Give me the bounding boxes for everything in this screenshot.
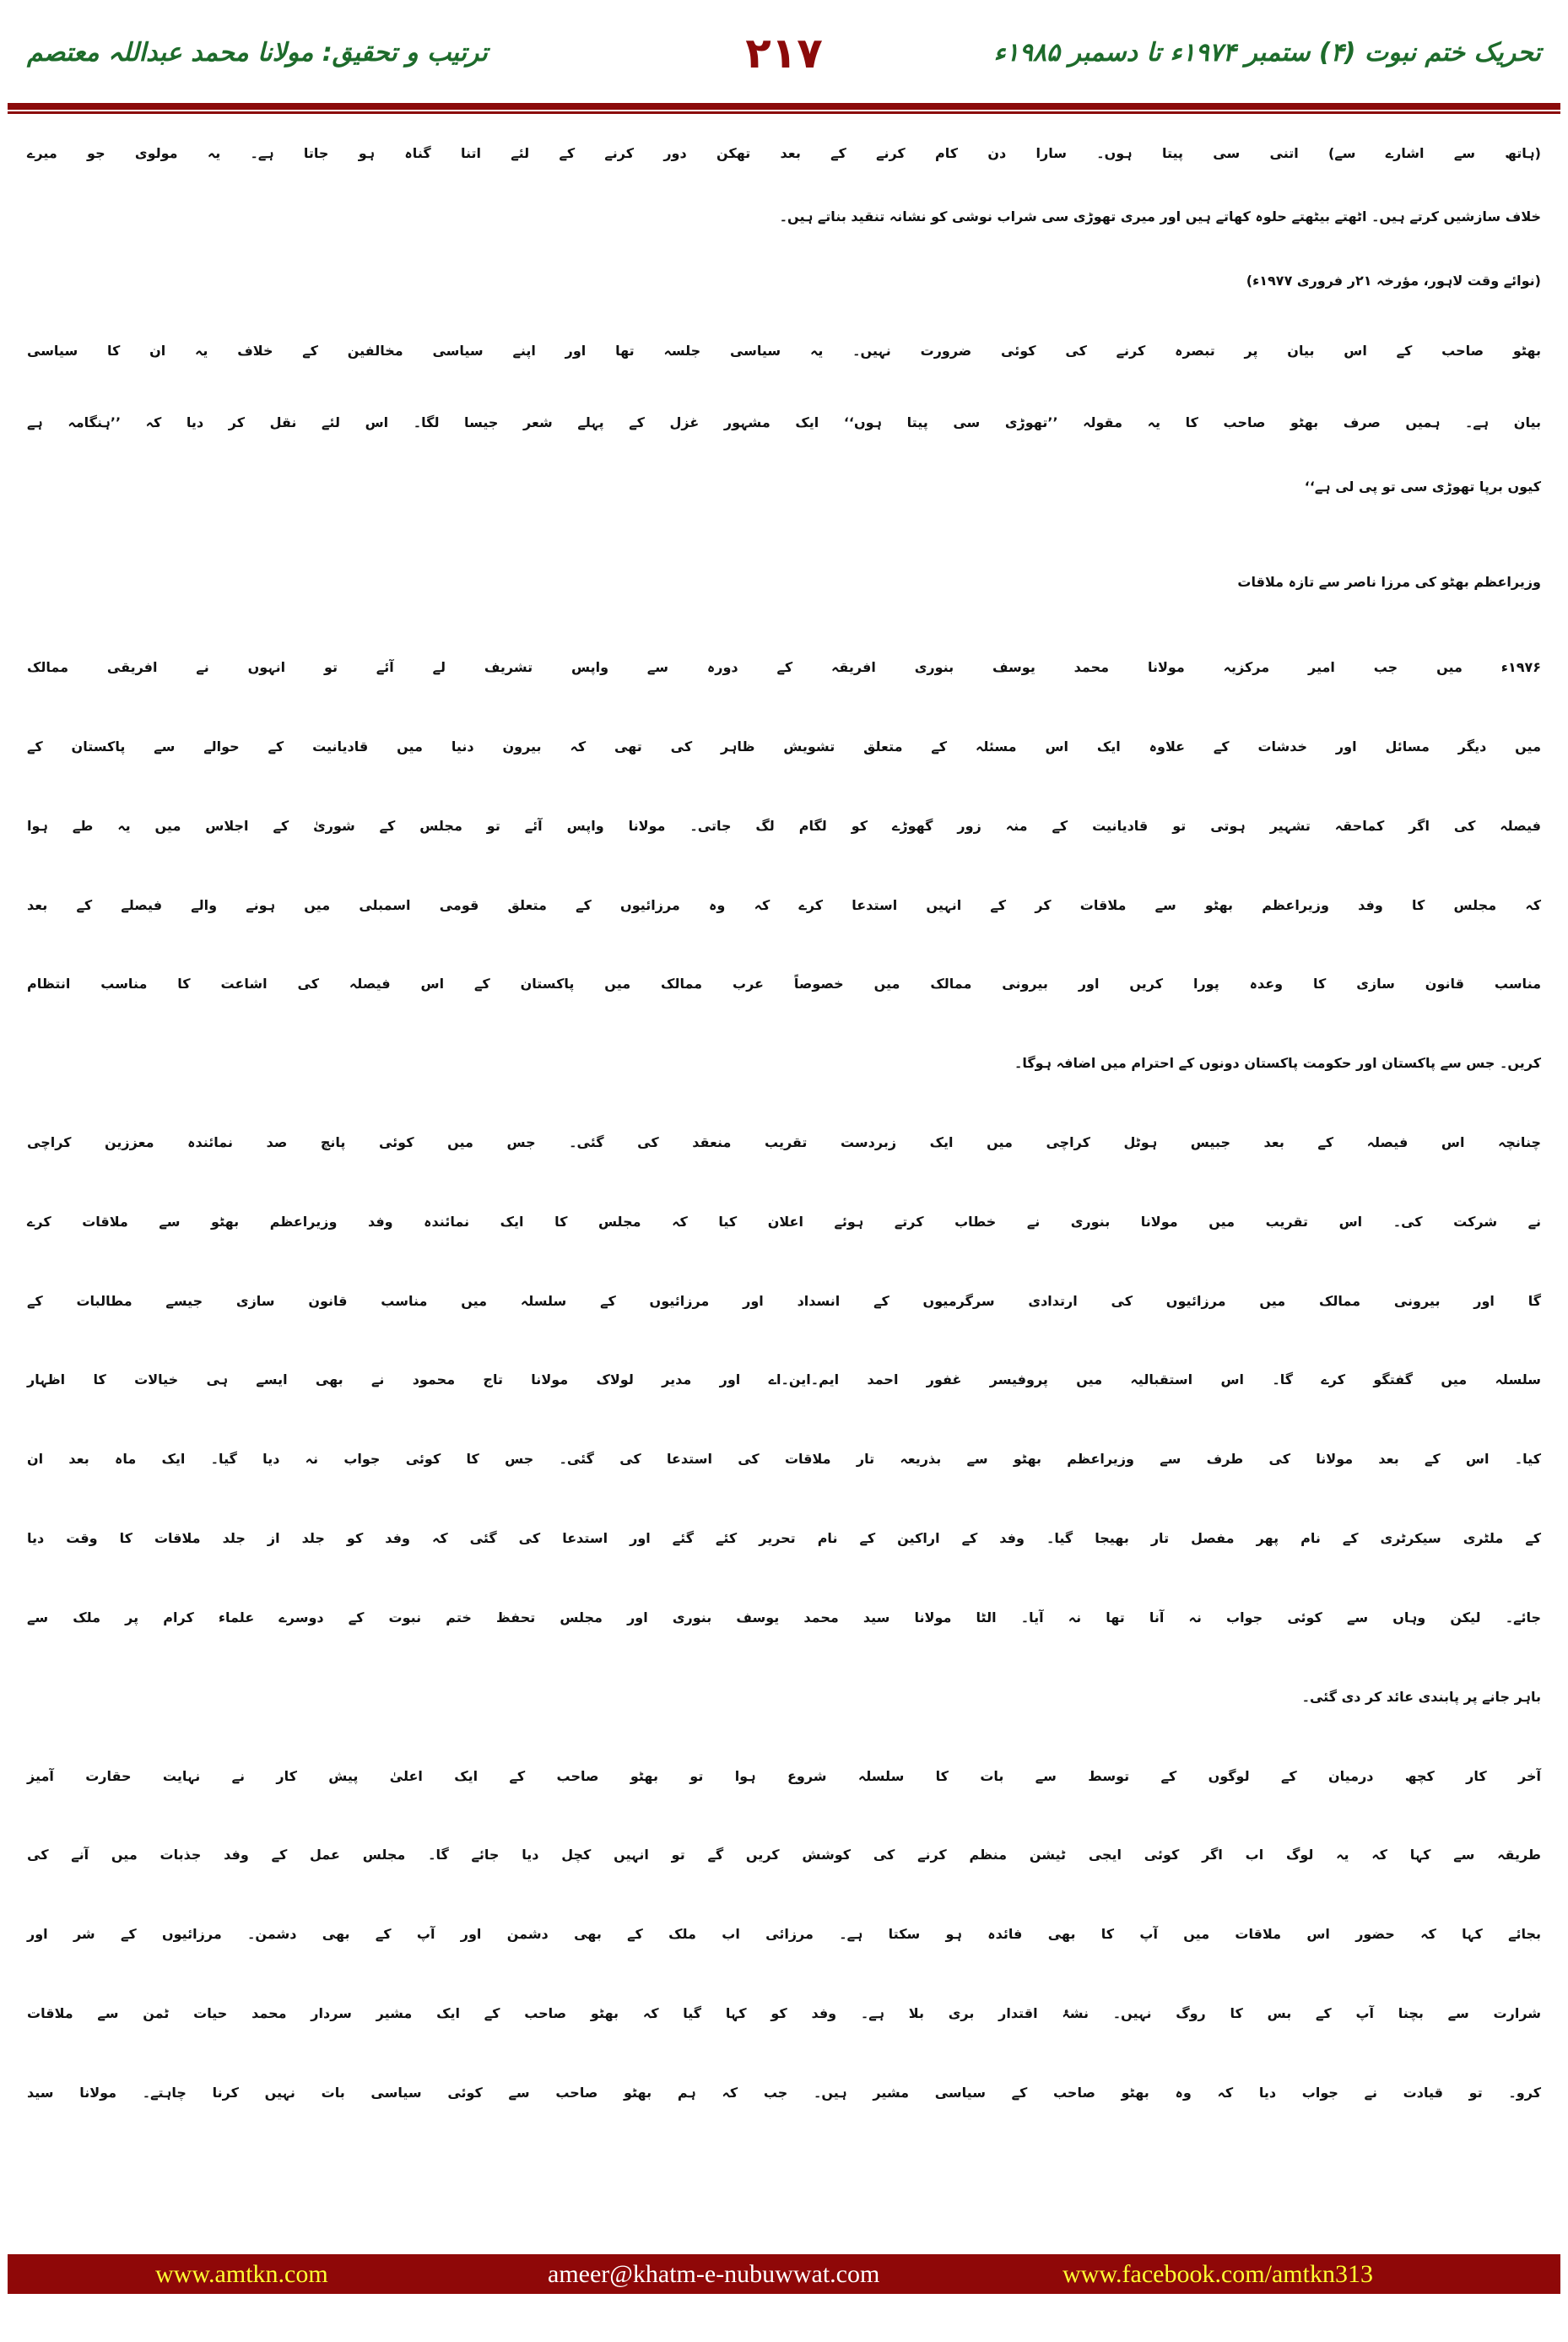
text-line: خلاف سازشیں کرتے ہیں۔ اٹھتے بیٹھتے حلوہ کھاتے ہیں اور میری تھوڑی سی شراب نوشی کو نشانہ تنقید بناتے ہیں۔: [779, 208, 1541, 224]
book-title: تحریک ختم نبوت (۴) ستمبر ۱۹۷۴ء تا دسمبر ۱۹۸۵ء: [993, 38, 1541, 68]
text-line: فیصلہ کی اگر کماحقہ تشہیر ہوتی تو قادیانیت کے منہ زور گھوڑے کو لگام لگ جاتی۔ مولانا واپس آئے تو مجلس کے شوریٰ کے اجلاس میں یہ طے ہوا: [27, 818, 1541, 834]
text-line: کیوں برپا تھوڑی سی تو پی لی ہے‘‘: [1304, 479, 1541, 495]
text-line: بیان ہے۔ ہمیں صرف بھٹو صاحب کا یہ مقولہ ’’تھوڑی سی پیتا ہوں‘‘ ایک مشہور غزل کے پہلے شعر جیسا لگا۔ اس لئے نقل کر دیا کہ ’’ہنگامہ ہے: [27, 414, 1541, 430]
text-line: کیا۔ اس کے بعد مولانا کی طرف سے وزیراعظم بھٹو سے بذریعہ تار ملاقات کی استدعا کی گئی۔ جس کا کوئی جواب نہ دیا گیا۔ ایک ماہ بعد ان: [27, 1451, 1541, 1467]
facebook-link[interactable]: www.facebook.com/amtkn313: [1062, 2260, 1373, 2288]
text-line: جائے۔ لیکن وہاں سے کوئی جواب نہ آنا تھا نہ آیا۔ الٹا مولانا سید محمد یوسف بنوری اور مجلس تحفظ ختم نبوت کے دوسرے علماء کرام پر ملک سے: [27, 1609, 1541, 1625]
text-line: کہ مجلس کا وفد وزیراعظم بھٹو سے ملاقات کر کے انہیں استدعا کرے کہ وہ مرزائیوں کے متعلق قومی اسمبلی میں ہونے والے فیصلے کے بعد: [27, 897, 1541, 913]
header-rule: [8, 103, 1560, 110]
text-line: بھٹو صاحب کے اس بیان پر تبصرہ کرنے کی کوئی ضرورت نہیں۔ یہ سیاسی جلسہ تھا اور اپنے سیاسی مخالفین کے خلاف یہ ان کا سیاسی: [27, 343, 1541, 359]
citation: (نوائے وقت لاہور، مؤرخہ ۲۱ر فروری ۱۹۷۷ء): [1246, 273, 1541, 289]
text-line: ۱۹۷۶ء میں جب امیر مرکزیہ مولانا محمد یوسف بنوری افریقہ کے دورہ سے واپس تشریف لے آئے تو انہوں نے افریقی ممالک: [27, 659, 1541, 675]
footer-bar: [8, 2254, 1560, 2294]
text-line: شرارت سے بچنا آپ کے بس کا روگ نہیں۔ نشۂ اقتدار بری بلا ہے۔ وفد کو کہا گیا کہ بھٹو صاحب کے ایک مشیر سردار محمد حیات ٹمن سے ملاقات: [27, 2005, 1541, 2021]
text-line: نے شرکت کی۔ اس تقریب میں مولانا بنوری نے خطاب کرتے ہوئے اعلان کیا کہ مجلس کا ایک نمائندہ وفد وزیراعظم بھٹو سے ملاقات کرے: [27, 1214, 1541, 1230]
text-line: کریں۔ جس سے پاکستان اور حکومت پاکستان دونوں کے احترام میں اضافہ ہوگا۔: [1014, 1055, 1541, 1071]
text-line: کرو۔ تو قیادت نے جواب دیا کہ وہ بھٹو صاحب کے سیاسی مشیر ہیں۔ جب کہ ہم بھٹو صاحب سے کوئی سیاسی بات نہیں کرنا چاہتے۔ مولانا سید: [27, 2085, 1541, 2101]
text-line: مناسب قانون سازی کا وعدہ پورا کریں اور بیرونی ممالک میں خصوصاً عرب ممالک میں پاکستان کے اس فیصلہ کی اشاعت کا مناسب انتظام: [27, 976, 1541, 992]
text-line: باہر جانے پر پابندی عائد کر دی گئی۔: [1301, 1689, 1541, 1705]
header-rule-thin: [8, 111, 1560, 114]
text-line: آخر کار کچھ درمیان کے لوگوں کے توسط سے بات کا سلسلہ شروع ہوا تو بھٹو صاحب کے ایک اعلیٰ پیش کار نے نہایت حقارت آمیز: [27, 1768, 1541, 1784]
text-line: (ہاتھ سے اشارے سے) اتنی سی پیتا ہوں۔ سارا دن کام کرنے کے بعد تھکن دور کرنے کے لئے اتنا گناہ ہو جاتا ہے۔ یہ مولوی جو میرے: [27, 145, 1541, 161]
text-line: طریقہ سے کہا کہ یہ لوگ اب اگر کوئی ایجی ٹیشن منظم کرنے کی کوشش کریں گے تو انہیں کچل دیا جائے گا۔ مجلس عمل کے وفد جذبات میں آنے کی: [27, 1847, 1542, 1863]
text-line: کے ملٹری سیکرٹری کے نام پھر مفصل تار بھیجا گیا۔ وفد کے اراکین کے نام تحریر کئے گئے اور استدعا کی گئی کہ وفد کو جلد از جلد ملاقات کا وقت دیا: [27, 1530, 1541, 1546]
text-line: میں دیگر مسائل اور خدشات کے علاوہ ایک اس مسئلہ کے متعلق تشویش ظاہر کی تھی کہ بیرون دنیا میں قادیانیت کے حوالے سے پاکستان کے: [27, 738, 1541, 755]
text-line: سلسلہ میں گفتگو کرے گا۔ اس استقبالیہ میں پروفیسر غفور احمد ایم۔این۔اے اور مدیر لولاک مولانا تاج محمود نے بھی ایسے ہی خیالات کا اظہار: [27, 1371, 1541, 1387]
compiler-credit: ترتیب و تحقیق: مولانا محمد عبداللہ معتصم: [27, 38, 488, 68]
text-line: چنانچہ اس فیصلہ کے بعد جبیس ہوٹل کراچی میں ایک زبردست تقریب منعقد کی گئی۔ جس میں کوئی پانچ صد نمائندہ معززین کراچی: [27, 1134, 1541, 1150]
section-heading: وزیراعظم بھٹو کی مرزا ناصر سے تازہ ملاقات: [1237, 574, 1541, 590]
text-line: بجائے کہا کہ حضور اس ملاقات میں آپ کا بھی فائدہ ہو سکتا ہے۔ مرزائی اب ملک کے بھی دشمن اور آپ کے بھی دشمن۔ مرزائیوں کے شر اور: [27, 1926, 1541, 1942]
email-link[interactable]: ameer@khatm-e-nubuwwat.com: [548, 2260, 880, 2288]
website-link[interactable]: www.amtkn.com: [155, 2260, 328, 2288]
text-line: گا اور بیرونی ممالک میں مرزائیوں کی ارتدادی سرگرمیوں کے انسداد اور مرزائیوں کے سلسلہ میں مناسب قانون سازی جیسے مطالبات کے: [27, 1293, 1541, 1309]
page-number: ۲۱۷: [745, 29, 823, 78]
